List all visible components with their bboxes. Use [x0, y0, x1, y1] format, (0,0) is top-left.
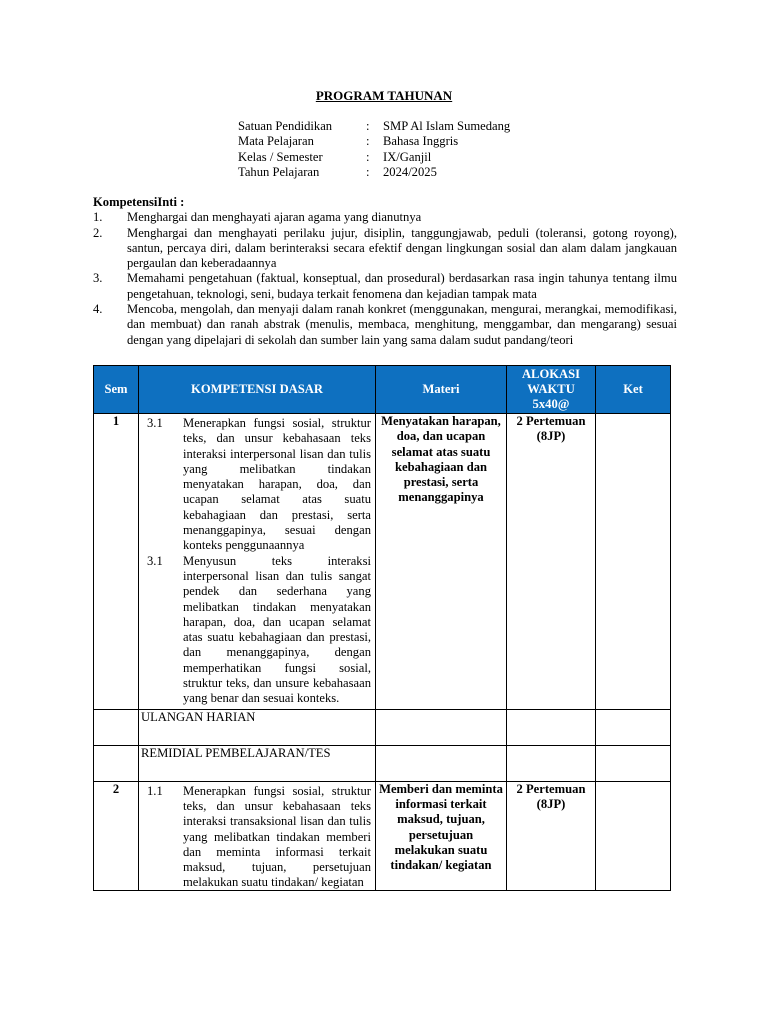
info-label: Tahun Pelajaran — [238, 164, 320, 179]
sem-cell: 2 — [94, 781, 139, 890]
info-label: Mata Pelajaran — [238, 134, 314, 149]
info-value: IX/Ganjil — [383, 149, 432, 164]
ki-text: Menghargai dan menghayati ajaran agama yang dianutnya — [127, 210, 422, 225]
kd-text: Menyusun teks interaksi interpersonal lisan dan tulis sangat pendek dan sederhana yang melibatkan tindakan menyatakan harapan, doa, dan ucapan selamat atas suatu kebahagiaan dan prestasi, dan menanggapinya, dengan memperhatikan fungsi sosial, struktur teks, dan unsure kebahasaan yang benar dan sesuai konteks. — [183, 553, 371, 706]
sem-cell — [94, 745, 139, 781]
kd-cell — [139, 414, 376, 710]
remidial-cell: REMIDIAL PEMBELAJARAN/TES — [139, 745, 376, 781]
info-row — [238, 165, 510, 180]
info-row — [238, 119, 510, 134]
table-row — [94, 414, 671, 710]
info-value: SMP Al Islam Sumedang — [383, 119, 511, 133]
info-colon: : — [366, 164, 370, 179]
kd-item — [141, 416, 373, 554]
ki-item — [93, 226, 677, 272]
alokasi-cell — [507, 745, 596, 781]
program-table — [93, 365, 671, 891]
header-sem: Sem — [94, 366, 139, 414]
header-alokasi-waktu: ALOKASI WAKTU 5x40@ — [507, 366, 596, 414]
header-kompetensi-dasar: KOMPETENSI DASAR — [139, 366, 376, 414]
ulangan-harian-cell: ULANGAN HARIAN — [139, 709, 376, 745]
kd-number: 1.1 — [147, 783, 163, 798]
ki-text: Menghargai dan menghayati perilaku jujur, disiplin, tanggungjawab, peduli (toleransi, gotong royong), santun, percaya diri, dalam berinteraksi secara efektif dengan lingkungan sosial dan alam dalam jangkauan pergaulan dan keberadaannya — [127, 225, 677, 271]
kompetensi-inti — [93, 195, 677, 348]
info-label: Satuan Pendidikan — [238, 119, 333, 133]
materi-cell: Memberi dan meminta informasi terkait maksud, tujuan, persetujuan melakukan suatu tindakan/ kegiatan — [376, 781, 507, 890]
info-value: 2024/2025 — [383, 164, 437, 179]
ki-heading: KompetensiInti : — [93, 195, 185, 209]
info-block — [238, 119, 510, 180]
ki-item — [93, 302, 677, 348]
ki-item — [93, 271, 677, 302]
table-header-row — [94, 366, 671, 414]
table-row — [94, 781, 671, 890]
alokasi-cell: 2 Pertemuan (8JP) — [507, 414, 596, 710]
ki-number: 1. — [93, 210, 103, 225]
page-title: PROGRAM TAHUNAN — [315, 88, 453, 103]
ki-text: Memahami pengetahuan (faktual, konseptual, dan prosedural) berdasarkan rasa ingin tahunya tentang ilmu pengetahuan, teknologi, seni, budaya terkait fenomena dan kejadian tampak mata — [127, 271, 677, 301]
kd-number: 3.1 — [147, 416, 163, 430]
ki-number: 3. — [93, 271, 103, 286]
info-value: Bahasa Inggris — [383, 134, 459, 149]
ki-number: 2. — [93, 225, 103, 240]
info-label: Kelas / Semester — [238, 149, 323, 164]
info-colon: : — [366, 134, 370, 149]
kd-number: 3.1 — [147, 553, 163, 568]
info-colon: : — [366, 149, 370, 164]
kd-item — [141, 784, 373, 890]
sem-cell: 1 — [94, 414, 139, 710]
ket-cell — [596, 414, 671, 710]
sem-cell — [94, 709, 139, 745]
kd-text: Menerapkan fungsi sosial, struktur teks, dan unsur kebahasaan teks interaksi transaksional lisan dan tulis yang melibatkan tindakan memberi dan meminta informasi terkait maksud, tujuan, persetujuan melakukan suatu tindakan/ kegiatan — [183, 783, 371, 890]
materi-cell — [376, 709, 507, 745]
info-row — [238, 134, 510, 149]
ki-number: 4. — [93, 302, 103, 317]
alokasi-cell: 2 Pertemuan (8JP) — [507, 781, 596, 890]
ket-cell — [596, 781, 671, 890]
materi-cell — [376, 745, 507, 781]
materi-cell: Menyatakan harapan, doa, dan ucapan selamat atas suatu kebahagiaan dan prestasi, serta menanggapinya — [376, 414, 507, 710]
kd-cell — [139, 781, 376, 890]
kd-item — [141, 554, 373, 707]
kd-text: Menerapkan fungsi sosial, struktur teks, dan unsur kebahasaan teks interaksi interpersonal lisan dan tulis yang melibatkan tindakan menyatakan harapan, doa, dan ucapan selamat atas suatu kebahagiaan dan prestasi, serta menanggapinya, sesuai dengan konteks penggunaannya — [183, 416, 371, 553]
ket-cell — [596, 709, 671, 745]
info-row — [238, 150, 510, 165]
ket-cell — [596, 745, 671, 781]
alokasi-cell — [507, 709, 596, 745]
table-row — [94, 745, 671, 781]
ki-item — [93, 210, 677, 225]
kd-cell-content — [141, 782, 373, 890]
header-materi: Materi — [376, 366, 507, 414]
info-colon: : — [366, 119, 370, 133]
header-ket: Ket — [596, 366, 671, 414]
ki-text: Mencoba, mengolah, dan menyaji dalam ranah konkret (menggunakan, mengurai, merangkai, memodifikasi, dan membuat) dan ranah abstrak (menulis, membaca, menghitung, menggambar, dan mengarang) sesuai dengan yang dipelajari di sekolah dan sumber lain yang sama dalam sudut pandang/teori — [127, 302, 677, 347]
table-row — [94, 709, 671, 745]
